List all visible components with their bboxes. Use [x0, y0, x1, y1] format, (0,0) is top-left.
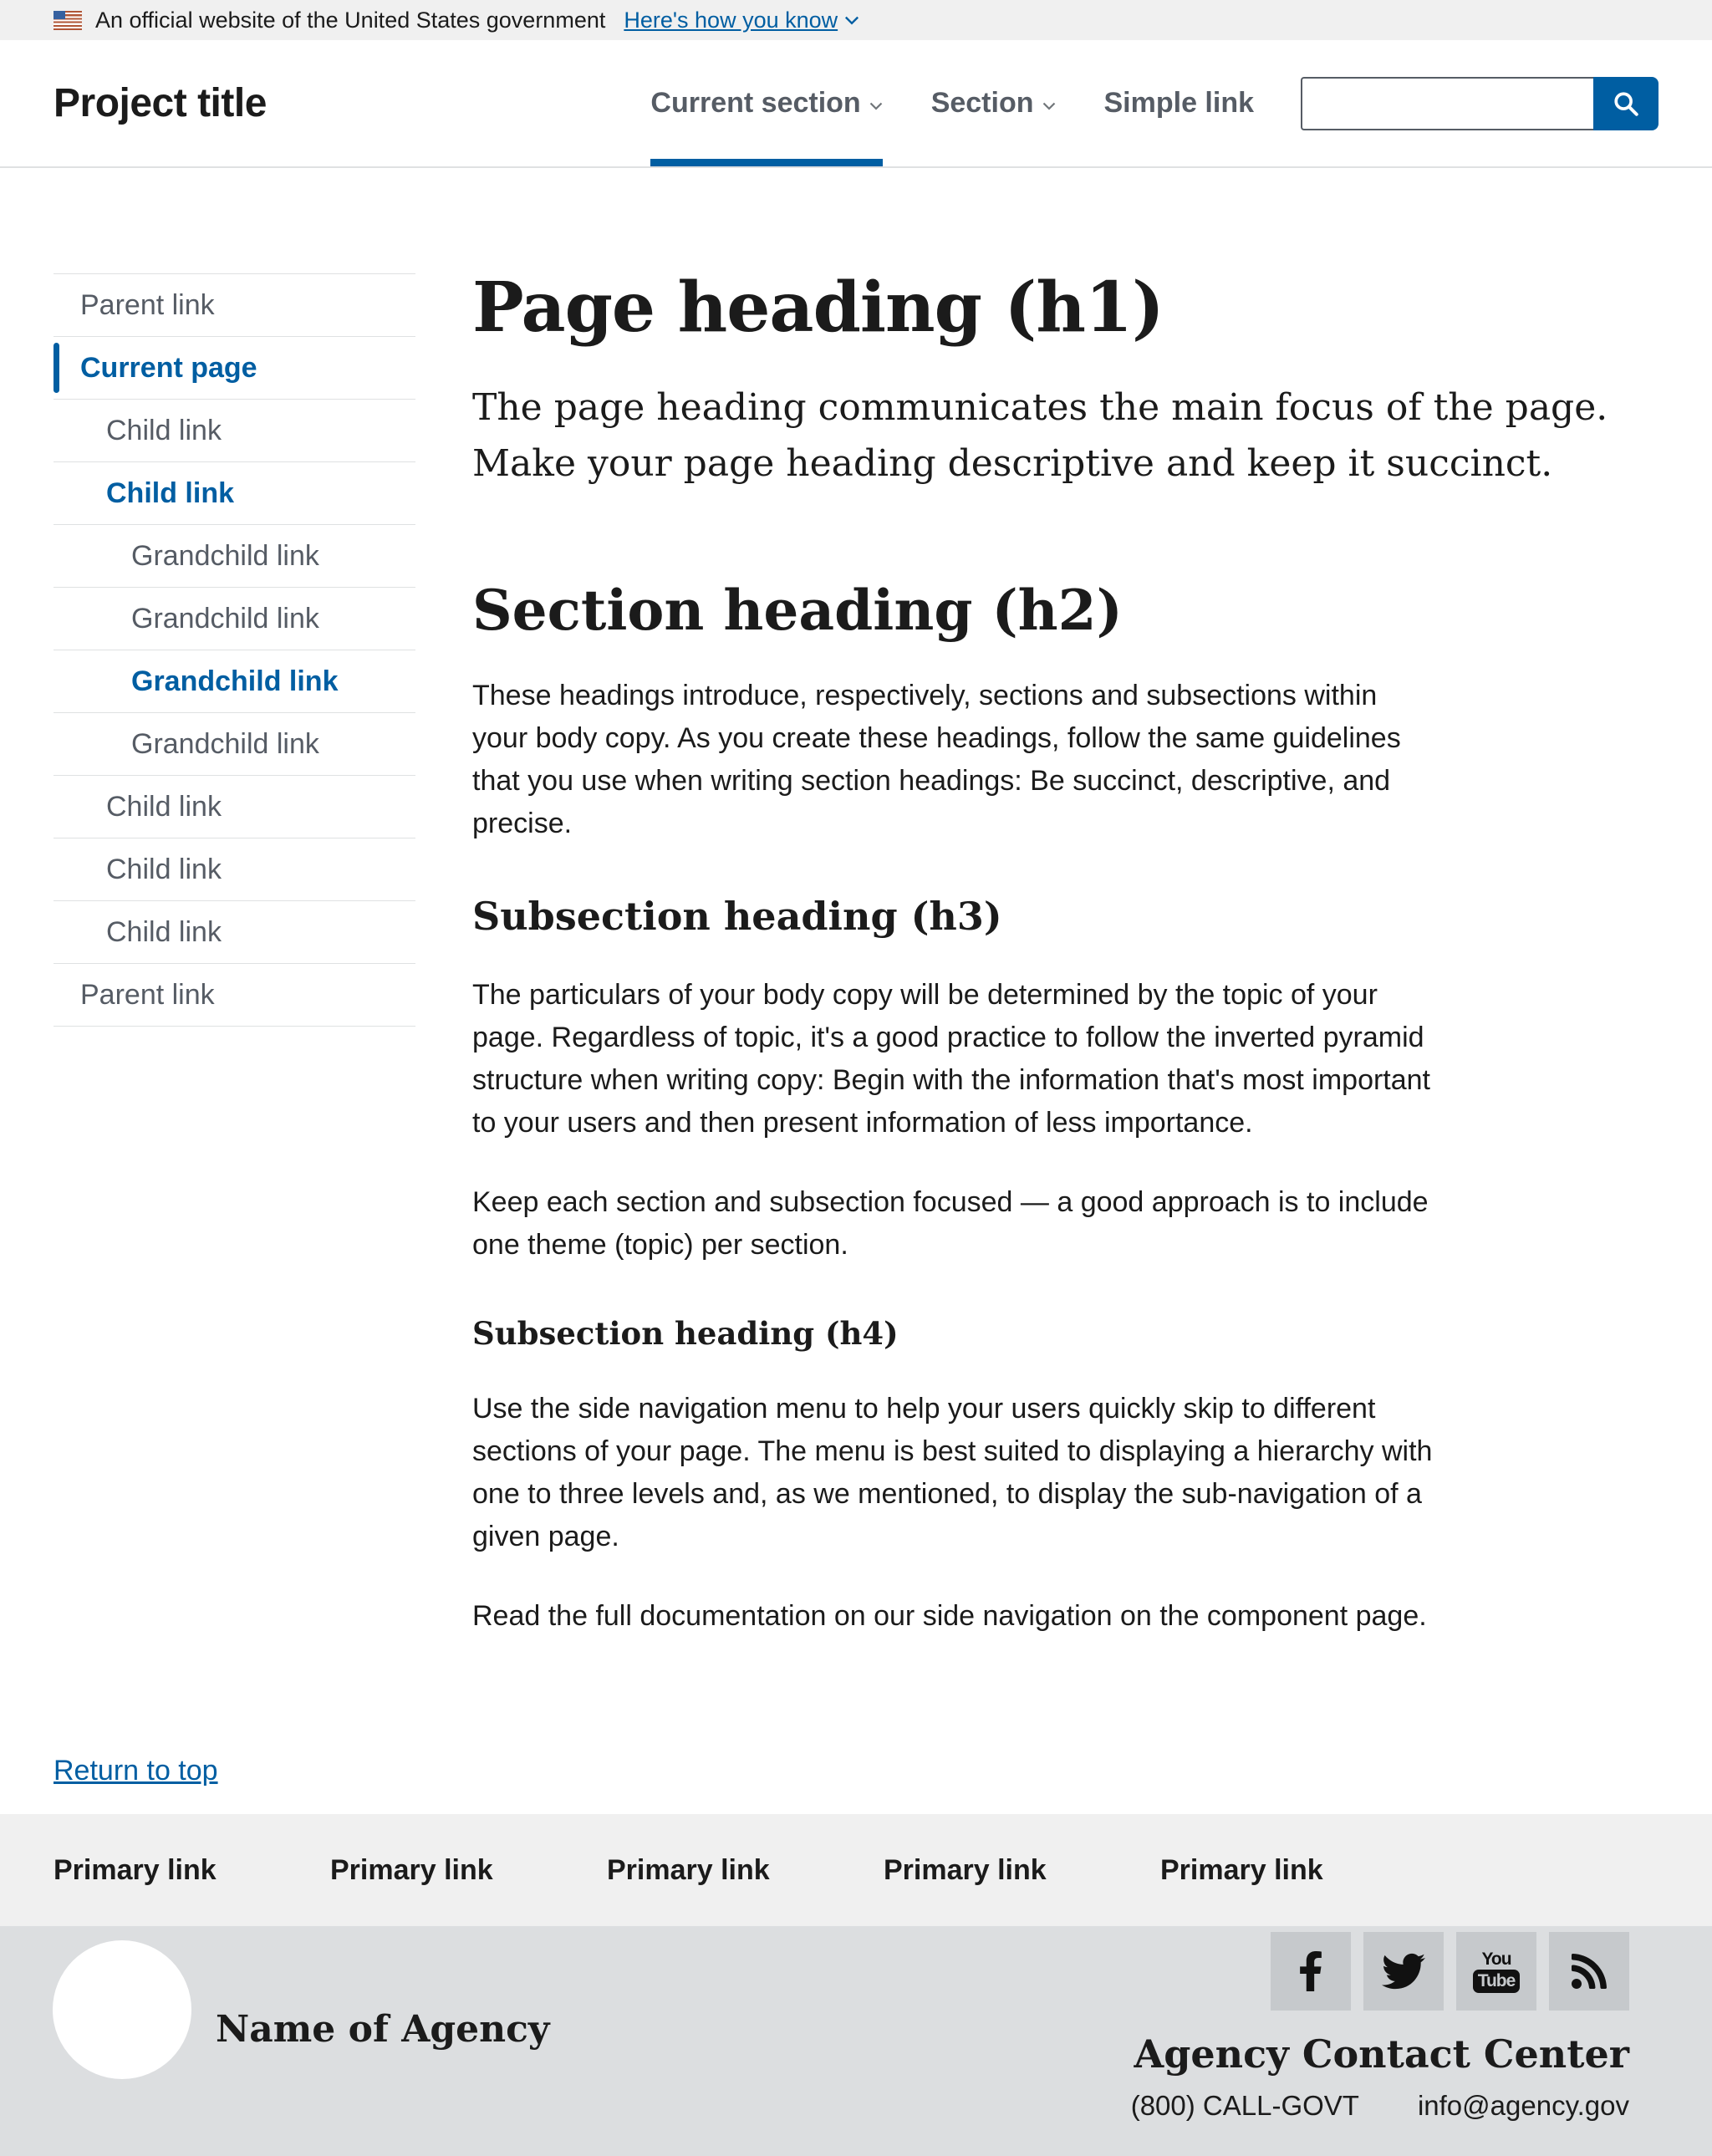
search-form	[1301, 77, 1658, 130]
nav-simple-link[interactable]	[1104, 40, 1255, 166]
subsection-heading-h3: Subsection heading (h3)	[472, 893, 1002, 939]
side-navigation	[54, 273, 415, 1638]
search-icon	[1612, 89, 1640, 118]
youtube-icon: You Tube	[1473, 1950, 1521, 1993]
sidenav-parent-link[interactable]: Parent link	[80, 979, 215, 1011]
nav-item-label: Current section	[650, 87, 861, 119]
primary-navigation	[650, 40, 1254, 166]
site-title[interactable]: Project title	[54, 81, 267, 125]
sidenav-child-link[interactable]: Child link	[106, 916, 222, 948]
sidenav-item	[54, 900, 415, 963]
sidenav-item-current-page	[54, 336, 415, 399]
us-flag-icon	[54, 11, 82, 30]
content-layout	[0, 268, 1712, 1638]
footer-primary-link[interactable]: Primary link	[1160, 1853, 1323, 1886]
sidenav-item	[54, 838, 415, 900]
sidenav-child-link[interactable]: Child link	[106, 415, 222, 446]
sidenav-grandchild-link[interactable]: Grandchild link	[131, 665, 339, 697]
footer-primary-link[interactable]: Primary link	[607, 1853, 770, 1886]
paragraph: Keep each section and subsection focused — a good approach is to include one theme (topic) per section.	[472, 1186, 1429, 1261]
nav-current-section[interactable]	[650, 40, 882, 166]
banner-how-you-know-link[interactable]	[624, 8, 859, 33]
footer-primary-nav	[0, 1814, 1712, 1926]
intro-paragraph: The page heading communicates the main focus of the page. Make your page heading descriptive and keep it succinct.	[472, 386, 1608, 485]
sidenav-item	[54, 524, 415, 587]
twitter-icon	[1382, 1950, 1425, 1993]
search-button[interactable]	[1593, 77, 1658, 130]
sidenav-current-page-link[interactable]: Current page	[80, 352, 257, 384]
footer-primary-link[interactable]: Primary link	[330, 1853, 493, 1886]
youtube-link[interactable]	[1456, 1932, 1536, 2011]
sidenav-item	[54, 273, 415, 336]
rss-link[interactable]	[1549, 1932, 1629, 2011]
site-header	[0, 40, 1712, 168]
paragraph: Read the full documentation on our side navigation on the component page.	[472, 1600, 1427, 1633]
banner-text: An official website of the United States government	[95, 7, 606, 33]
site-footer	[0, 1814, 1712, 2156]
email-link[interactable]: info@agency.gov	[1417, 2090, 1629, 2122]
sidenav-item	[54, 963, 415, 1026]
rss-icon	[1569, 1951, 1609, 1991]
sidenav-grandchild-link[interactable]: Grandchild link	[131, 540, 319, 572]
paragraph: Use the side navigation menu to help your users quickly skip to different sections of your page. The menu is best suited to displaying a hierarchy with one to three levels and, as we mentioned, to display the sub-navigation of a given page.	[472, 1393, 1433, 1553]
agency-logo	[53, 1940, 191, 2079]
sidenav-item	[54, 399, 415, 461]
agency-name: Name of Agency	[216, 2008, 550, 2052]
sidenav-grandchild-link[interactable]: Grandchild link	[131, 603, 319, 635]
nav-section[interactable]	[931, 40, 1056, 166]
twitter-link[interactable]	[1363, 1932, 1444, 2011]
nav-item-label: Section	[930, 87, 1034, 119]
footer-agency-section	[0, 1926, 1712, 2156]
phone-link[interactable]: (800) CALL-GOVT	[1130, 2090, 1359, 2122]
sidenav-child-link[interactable]: Child link	[106, 854, 222, 885]
section-heading: Section heading (h2)	[472, 577, 1123, 643]
sidenav-item-current-grandchild	[54, 650, 415, 712]
sidenav-item	[54, 587, 415, 650]
banner-link-label: Here's how you know	[624, 7, 838, 33]
paragraph: The particulars of your body copy will be determined by the topic of your page. Regardless of topic, it's a good practice to follow the inverted pyramid structure when writing copy: Begin with the information that's most important to your users and then present information of less importance.	[472, 979, 1431, 1139]
chevron-down-icon	[869, 102, 883, 110]
search-input[interactable]	[1301, 77, 1593, 130]
gov-banner	[0, 0, 1712, 40]
footer-primary-link[interactable]: Primary link	[884, 1853, 1047, 1886]
contact-info	[1131, 2090, 1629, 2122]
page-heading: Page heading (h1)	[472, 268, 1164, 348]
paragraph: These headings introduce, respectively, sections and subsections within your body copy. As you create these headings, follow the same guidelines that you use when writing section headings: Be succinct, descriptive, and precise.	[472, 679, 1401, 839]
facebook-link[interactable]	[1271, 1932, 1351, 2011]
return-to-top-link[interactable]: Return to top	[54, 1755, 218, 1787]
facebook-icon	[1291, 1951, 1331, 1991]
sidenav-child-link[interactable]: Child link	[106, 791, 222, 823]
sidenav-parent-link[interactable]: Parent link	[80, 289, 215, 321]
agency-contact-heading: Agency Contact Center	[1134, 2031, 1629, 2077]
sidenav-item	[54, 775, 415, 838]
social-links	[1271, 1932, 1629, 2011]
chevron-down-icon	[1042, 102, 1056, 110]
main-content	[472, 268, 1658, 1638]
subsection-heading-h4: Subsection heading (h4)	[472, 1315, 899, 1353]
current-page-indicator	[54, 343, 59, 393]
sidenav-list	[54, 273, 415, 1027]
nav-item-label: Simple link	[1103, 87, 1254, 119]
sidenav-item-current-child	[54, 461, 415, 524]
sidenav-grandchild-link[interactable]: Grandchild link	[131, 728, 319, 760]
footer-primary-link[interactable]: Primary link	[54, 1853, 217, 1886]
sidenav-item	[54, 712, 415, 775]
sidenav-child-link[interactable]: Child link	[106, 477, 234, 509]
chevron-down-icon	[844, 16, 859, 25]
